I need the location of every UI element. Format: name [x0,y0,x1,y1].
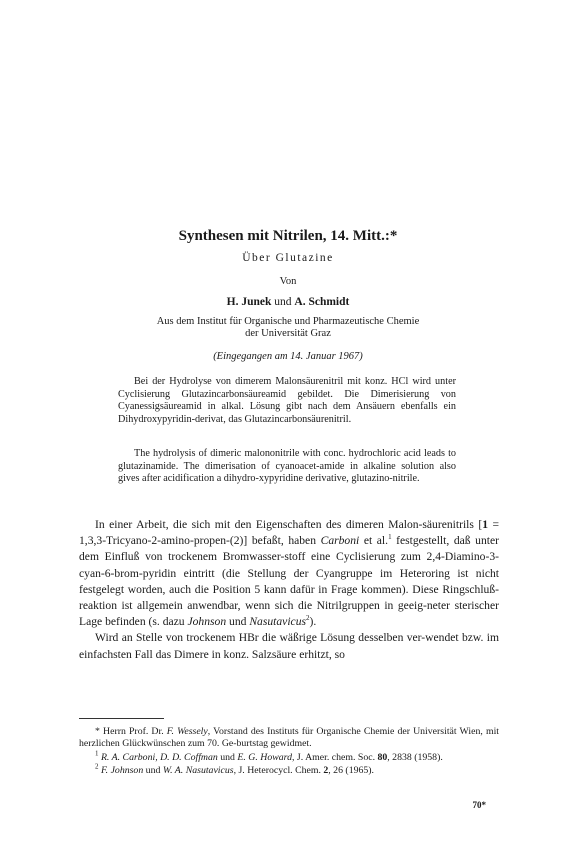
footnote-1-authors: R. A. Carboni, D. D. Coffman [100,751,218,763]
footnote-star-part-a: * Herrn Prof. Dr. [95,726,167,737]
body-paragraph-1 [79,517,499,630]
footnote-2-author2: W. A. Nasutavicus [162,765,234,777]
author-ref-carboni: Carboni [320,534,360,548]
abstract-german [118,376,456,426]
author-ref-johnson: Johnson [187,615,227,629]
body-p1-part-d: festgestellt, daß unter dem Einfluß von trockenem Bromwasser-stoff eine Cyclisierung zum 2,4-Diamino-3-cyan-6-brom-pyridin eintritt (die Stellung der Cyangruppe im Heteroring ist nicht festgelegt worden, auch die Position 5 kann dafür in Frage kommen). Diese Ringschluß-reaktion ist allgemein anwendbar, wenn sich die Nitrilgruppen in geeig-neter sterischer Lage befinden (s. dazu [79,534,499,629]
author-junek: H. Junek [226,296,272,308]
paper-title: Synthesen mit Nitrilen, 14. Mitt.:* [178,228,398,244]
body-paragraph-2: Wird an Stelle von trockenem HBr die wäßrige Lösung desselben ver-wendet bzw. im einfachsten Fall das Dimere in konz. Salzsäure erhitzt, so [79,631,499,661]
footnotes [79,726,499,779]
body-p1-part-c: et al. [359,534,389,548]
abstract-english-text: The hydrolysis of dimeric malononitrile with conc. hydrochloric acid leads to glutazinamide. The dimerisation of cyanoacet-amide in alkaline solution also gives after acidification a dihydro-xypyridine derivative, glutazino-nitrile. [118,448,456,485]
footnote-star-part-b: , Vorstand des Instituts für Organische Chemie der Universität Wien, mit herzlichen Glückwünschen zum 70. Ge-burtstag gewidmet. [79,726,500,750]
authors-line [0,296,576,308]
footnote-2-und: und [143,765,163,777]
abstract-german-text: Bei der Hydrolyse von dimerem Malonsäurenitril mit konz. HCl wird unter Cyclisierung Glutazincarbonsäureamid gebildet. Die Dimerisierung von Cyanessigsäureamid in alkal. Lösung gibt nach dem Ansäuern ebenfalls ein Dihydroxypyridin-derivat, das Glutazincarbonsäurenitril. [118,376,456,425]
received-date: (Eingegangen am 14. Januar 1967) [213,351,363,362]
footnote-1-journal: , J. Amer. chem. Soc. [292,751,378,763]
footnote-star [79,726,499,751]
footnote-1-number: 1 [95,749,99,758]
footnote-2-number: 2 [95,762,99,771]
page-number: 70* [472,800,486,810]
footnote-1-pages: , 2838 (1958). [387,751,443,763]
author-schmidt: A. Schmidt [294,296,350,308]
footnote-2-volume: 2 [323,765,329,777]
authors-and: und [274,296,292,308]
footnote-2-author1: F. Johnson [100,765,144,777]
footnote-2-pages: , 26 (1965). [328,765,374,777]
footnote-1-volume: 80 [377,751,388,763]
affiliation [100,316,476,340]
affiliation-line-1: Aus dem Institut für Organische und Pharmazeutische Chemie [156,316,420,327]
von-label: Von [279,276,297,287]
body-text [79,517,499,663]
footnote-star-name: F. Wessely [166,726,208,737]
footnote-ref-2: 2 [306,614,310,623]
footnote-ref-1: 1 [388,533,392,542]
body-p1-part-b: = 1,3,3-Tricyano-2-amino-propen-(2)] befaßt, haben [79,518,499,548]
body-p1-und: und [226,615,250,629]
footnote-2-journal: , J. Heterocycl. Chem. [233,765,324,777]
compound-number: 1 [482,518,489,531]
body-p1-part-a: In einer Arbeit, die sich mit den Eigenschaften des dimeren Malon-säurenitrils [ [95,518,483,531]
author-ref-nasutavicus: Nasutavicus [249,615,307,629]
footnote-1-author3: E. G. Howard [237,751,293,763]
footnote-1 [79,749,499,764]
affiliation-line-2: der Universität Graz [245,328,331,339]
footnote-1-und: und [217,751,238,763]
paper-subtitle: Über Glutazine [242,252,334,264]
abstract-english [118,448,456,486]
body-p1-part-e: ). [309,615,317,629]
footnote-divider [79,718,164,719]
footnote-2 [79,762,499,777]
